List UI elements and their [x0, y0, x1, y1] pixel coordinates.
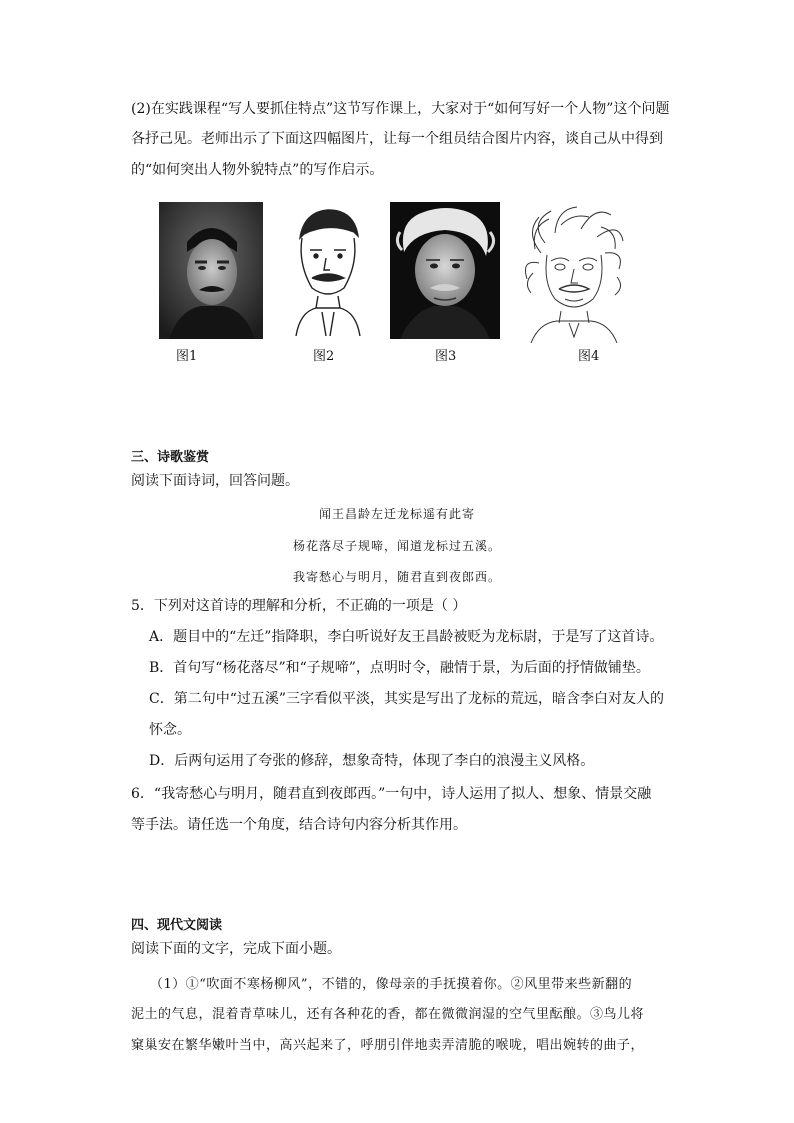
section-4-instruction: 阅读下面的文字，完成下面小题。 — [131, 941, 341, 957]
intro-line-3: 的“如何突出人物外貌特点”的写作启示。 — [131, 162, 384, 178]
poem-line-1: 杨花落尽子规啼，闻道龙标过五溪。 — [292, 539, 501, 553]
figure-1-photo — [159, 202, 263, 339]
passage-line-3: 窠巢安在繁华嫩叶当中，高兴起来了，呼朋引伴地卖弄清脆的喉咙，唱出婉转的曲子， — [131, 1038, 645, 1053]
figure-3-photo — [390, 202, 500, 339]
figure-4-caption: 图4 — [578, 349, 600, 364]
figure-4-sketch — [521, 203, 627, 343]
passage-line-2: 泥土的气息，混着青草味儿，还有各种花的香，都在微微润湿的空气里酝酿。③鸟儿将 — [131, 1007, 645, 1022]
figure-2-caption: 图2 — [313, 349, 335, 364]
question-5-stem: 5．下列对这首诗的理解和分析，不正确的一项是（ ） — [131, 598, 467, 614]
intro-line-2: 各抒己见。老师出示了下面这四幅图片，让每一个组员结合图片内容，谈自己从中得到 — [131, 131, 663, 147]
poem-title: 闻王昌龄左迁龙标遥有此寄 — [318, 507, 475, 521]
figure-3-caption: 图3 — [435, 349, 457, 364]
question-6-line-1: 6．“我寄愁心与明月，随君直到夜郎西。”一句中，诗人运用了拟人、想象、情景交融 — [131, 786, 652, 802]
option-a: A．题目中的“左迁”指降职，李白听说好友王昌龄被贬为龙标尉，于是写了这首诗。 — [149, 629, 664, 645]
option-c-line-1: C．第二句中“过五溪”三字看似平淡，其实是写出了龙标的荒远，暗含李白对友人的 — [149, 691, 665, 707]
section-3-heading: 三、诗歌鉴赏 — [131, 450, 210, 465]
option-c-line-2: 怀念。 — [149, 722, 191, 738]
question-6-line-2: 等手法。请任选一个角度，结合诗句内容分析其作用。 — [131, 817, 467, 833]
passage-line-1: （1）①“吹面不寒杨柳风”，不错的，像母亲的手抚摸着你。②风里带来些新翻的 — [150, 977, 633, 992]
section-4-heading: 四、现代文阅读 — [131, 918, 223, 933]
option-b: B．首句写“杨花落尽”和“子规啼”，点明时令，融情于景，为后面的抒情做铺垫。 — [149, 660, 650, 676]
figure-1-caption: 图1 — [176, 349, 198, 364]
option-d: D．后两句运用了夸张的修辞，想象奇特，体现了李白的浪漫主义风格。 — [149, 753, 595, 769]
poem-line-2: 我寄愁心与明月，随君直到夜郎西。 — [292, 570, 501, 584]
section-3-instruction: 阅读下面诗词，回答问题。 — [131, 473, 299, 489]
intro-line-1: (2)在实践课程“写人要抓住特点”这节写作课上，大家对于“如何写好一个人物”这个问题 — [131, 101, 670, 117]
figure-2-caricature — [288, 204, 368, 336]
